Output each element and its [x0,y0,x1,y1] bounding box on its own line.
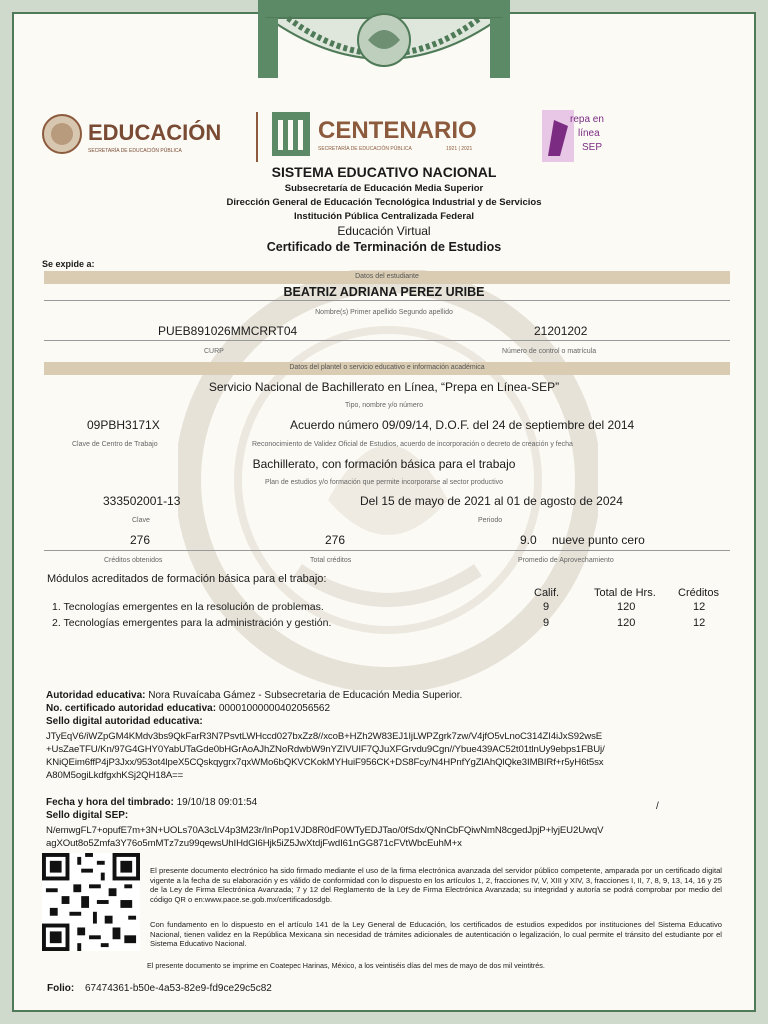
module-row-2-calif: 9 [543,617,550,629]
direccion-line: Dirección General de Educación Tecnológica Industrial y de Servicios [226,197,542,208]
subsecretaria-line: Subsecretaría de Educación Media Superior [284,183,484,194]
sello-sep-label: Sello digital SEP: [46,810,129,821]
clave-centro-caption: Clave de Centro de Trabajo [72,441,158,448]
service-caption: Tipo, nombre y/o número [345,402,423,409]
se-expide-label: Se expide a: [42,259,95,269]
student-name: BEATRIZ ADRIANA PEREZ URIBE [283,285,485,299]
creditos-obtenidos-value: 276 [130,533,151,547]
timbrado-slash: / [656,801,659,812]
total-creditos-value: 276 [325,533,346,547]
legal-paragraph-2: Con fundamento en lo dispuesto en el artículo 141 de la Ley General de Educación, los certificados de estudios expedidos por instituciones del Sistema Educativo Nacional, tienen validez en la República Mexicana sin necesidad de trámites adicionales de autenticación o legalización, lo cual permite el tránsito del estudiante por el Sistema Educativo Nacional. [150,920,722,949]
module-row-1-hrs: 120 [617,601,636,613]
timbrado-value: 19/10/18 09:01:54 [176,797,258,808]
module-row-1-calif: 9 [543,601,550,613]
promedio-caption: Promedio de Aprovechamiento [518,557,614,564]
curp-value: PUEB891026MMCRRT04 [158,324,298,338]
authority-cert-line [46,703,330,714]
module-row-2-name: 2. Tecnologías emergentes para la administración y gestión. [52,617,332,629]
institucion-line: Institución Pública Centralizada Federal [293,211,474,222]
periodo-caption: Periodo [478,517,503,524]
clave-centro-value: 09PBH3171X [87,418,160,432]
legal-paragraph-1: El presente documento electrónico ha sido firmado mediante el uso de la firma electrónica avanzada del servidor público competente, amparada por un certificado digital vigente a la fecha de su elaboración y es válido de conformidad con lo dispuesto en los artículos 1, 2, fracciones IV, V, XIII y XIV, 3, fracciones I, II, 7, 8, 9, 13, 14, 16 y 25 de la Ley de Firma Electrónica Avanzada; 7 y 12 del Reglamento de la Ley de Firma Electrónica Avanzada; su integridad y autoría se podrá comprobar por medio del código QR o en:www.pace.se.gob.mx/certificadosdgb. [150,866,722,904]
svg-text:CENTENARIO: CENTENARIO [318,117,477,144]
school-band-label: Datos del plantel o servicio educativo e información académica [289,364,485,371]
educacion-logo-icon [40,108,250,160]
timbrado-line [46,797,257,808]
module-row-1-creditos: 12 [693,601,706,613]
system-title: SISTEMA EDUCATIVO NACIONAL [271,164,497,180]
folio-value: 67474361-b50e-4a53-82e9-fd9ce29c5c82 [85,983,272,994]
svg-text:línea: línea [578,128,600,139]
folio-label: Folio: [47,983,75,994]
national-crest-icon [258,0,510,92]
svg-text:EDUCACIÓN: EDUCACIÓN [88,120,222,145]
name-caption: Nombre(s) Primer apellido Segundo apellido [315,309,453,316]
authority-sello-block [46,730,605,782]
creditos-rule [44,550,730,551]
col-creditos: Créditos [678,587,719,599]
authority-sello-line: KNiQEim6ffP4jP3Jxx/953ot4lpeX5CQskqygrx7qxWMo6bQKVCKokMYHuiF956CK+DS8Fcy/N4HPnfYgZlAhQlQke3IMBIRf+r5yH6t5sx [46,757,604,768]
col-hrs: Total de Hrs. [594,587,656,599]
creditos-obtenidos-caption: Créditos obtenidos [104,557,163,564]
curp-rule [44,340,730,341]
service-name: Servicio Nacional de Bachillerato en Línea, “Prepa en Línea-SEP” [208,380,560,394]
authority-label: Autoridad educativa: [46,690,146,701]
timbrado-label: Fecha y hora del timbrado: [46,797,174,808]
module-row-2-hrs: 120 [617,617,636,629]
authority-value: Nora Ruvaícaba Gámez - Subsecretaria de Educación Media Superior. [148,690,463,701]
curp-caption: CURP [204,348,224,355]
periodo-value: Del 15 de mayo de 2021 al 01 de agosto de 2024 [360,494,623,508]
rvoe-value: Acuerdo número 09/09/14, D.O.F. del 24 de septiembre del 2014 [290,418,635,432]
rvoe-caption: Reconocimiento de Validez Oficial de Estudios, acuerdo de incorporación o decreto de creación y fecha [252,441,573,448]
svg-text:SECRETARÍA DE EDUCACIÓN PÚBLIC: SECRETARÍA DE EDUCACIÓN PÚBLICA [88,148,182,154]
authority-line [46,690,462,701]
modules-heading: Módulos acreditados de formación básica para el trabajo: [47,573,327,585]
qr-code-icon[interactable] [42,853,140,951]
matricula-value: 21201202 [534,324,588,338]
svg-text:1921 | 2021: 1921 | 2021 [446,146,473,152]
plan-caption: Plan de estudios y/o formación que permite incorporarse al sector productivo [264,479,504,486]
certificate-title: Certificado de Terminación de Estudios [266,240,502,254]
module-row-1-name: 1. Tecnologías emergentes en la resolución de problemas. [52,601,324,613]
authority-sello-label: Sello digital autoridad educativa: [46,716,203,727]
clave-caption: Clave [132,517,150,524]
sello-sep-line: N/emwgFL7+opufE7m+3N+UOLs70A3cLV4p3M23r/InPop1VJD8R0dF0WTyEDJTao/0fSdx/QNnCbFQiwNmN8cgedJpjP+lyjEU2UwqV [46,825,604,836]
svg-text:repa en: repa en [570,114,604,125]
sello-sep-line: agXOut8o5Zmfa3Y76o5mMTz7zu99qewsUhIHdGl6Hjk5iZ5JwXtdjFwdI61nGG871cFVtWbcEuhM+x [46,838,462,849]
centenario-logo-icon [268,108,508,160]
total-creditos-caption: Total créditos [310,557,352,564]
modality-line: Educación Virtual [337,224,431,238]
authority-sello-line: A80M5ogiLkdfgxhKSj2QH18A== [46,770,184,781]
sello-sep-block [46,824,603,850]
col-calif: Calif. [534,587,560,599]
plan-value: Bachillerato, con formación básica para el trabajo [252,457,516,471]
module-row-2-creditos: 12 [693,617,706,629]
authority-sello-line: +UsZaeTFU/Kn/97G4GHY0YabUTaGde0bHGrAoAJhZNoRdwbW9nYZIVUIF7QJuXFGrvdu9Cgn//Ybue439AC52t01tlnUy9ebps1FBUj/ [46,744,605,755]
student-band-label: Datos del estudiante [355,273,419,280]
svg-text:SECRETARÍA DE EDUCACIÓN PÚBLIC: SECRETARÍA DE EDUCACIÓN PÚBLICA [318,146,412,152]
prepa-en-linea-logo-icon [540,106,622,166]
name-rule [44,300,730,301]
promedio-value: 9.0 [520,533,537,547]
place-date-line: El presente documento se imprime en Coatepec Harinas, México, a los veintiséis días del mes de mayo de dos mil veintitrés. [147,961,545,970]
authority-cert-label: No. certificado autoridad educativa: [46,703,217,714]
folio-line [47,983,272,994]
promedio-text: nueve punto cero [552,533,645,547]
authority-cert-value: 00001000000402056562 [218,703,331,714]
authority-sello-line: JTyEqV6/iWZpGM4KMdv3bs9QkFarR3N7PsvtLWHccd027bxZz8//xcoB+HZh2W83EJ1IjLWPZgrk7zw/V4jfO5vLnoC314ZI4iJxS92wsE [46,731,603,742]
svg-text:SEP: SEP [582,142,603,153]
clave-value: 333502001-13 [103,494,181,508]
matricula-caption: Número de control o matrícula [502,348,597,355]
logo-divider [256,112,258,162]
